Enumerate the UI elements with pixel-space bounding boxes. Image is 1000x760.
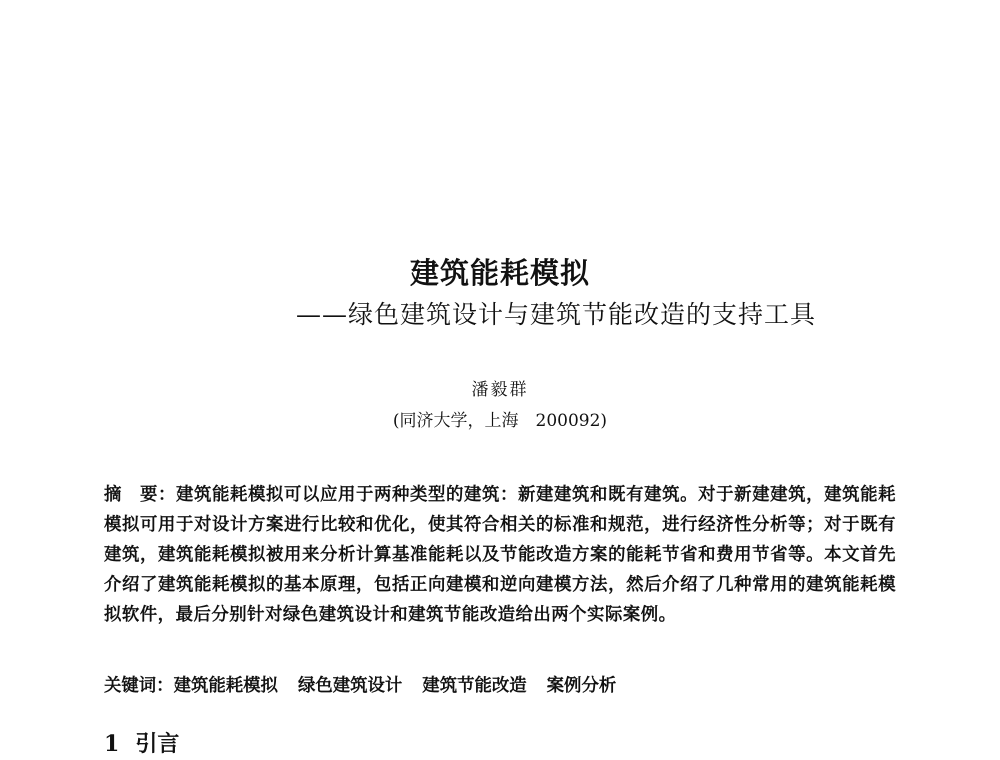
paper-subtitle: ——绿色建筑设计与建筑节能改造的支持工具 [296,300,817,329]
keywords-label: 关键词： [104,676,174,696]
keyword-term: 案例分析 [546,676,617,696]
author-name: 潘毅群 [471,380,529,400]
keyword-term: 建筑节能改造 [422,676,527,696]
keywords [104,671,896,701]
paper-title: 建筑能耗模拟 [409,256,590,290]
abstract [104,480,896,630]
section-title: 引言 [135,732,180,757]
abstract-text: 建筑能耗模拟可以应用于两种类型的建筑：新建建筑和既有建筑。对于新建建筑，建筑能耗模拟可用于对设计方案进行比较和优化，使其符合相关的标准和规范，进行经济性分析等；对于既有建筑，建筑能耗模拟被用来分析计算基准能耗以及节能改造方案的能耗节省和费用节省等。本文首先介绍了建筑能耗模拟的基本原理，包括正向建模和逆向建模方法，然后介绍了几种常用的建筑能耗模拟软件，最后分别针对绿色建筑设计和建筑节能改造给出两个实际案例。 [104,485,896,625]
abstract-label: 摘 要： [104,485,177,505]
author-affiliation: (同济大学，上海 200092) [392,411,608,431]
section-heading [104,727,179,758]
section-number: 1 [104,731,120,757]
keyword-term: 绿色建筑设计 [297,676,403,696]
keyword-term: 建筑能耗模拟 [173,676,278,696]
